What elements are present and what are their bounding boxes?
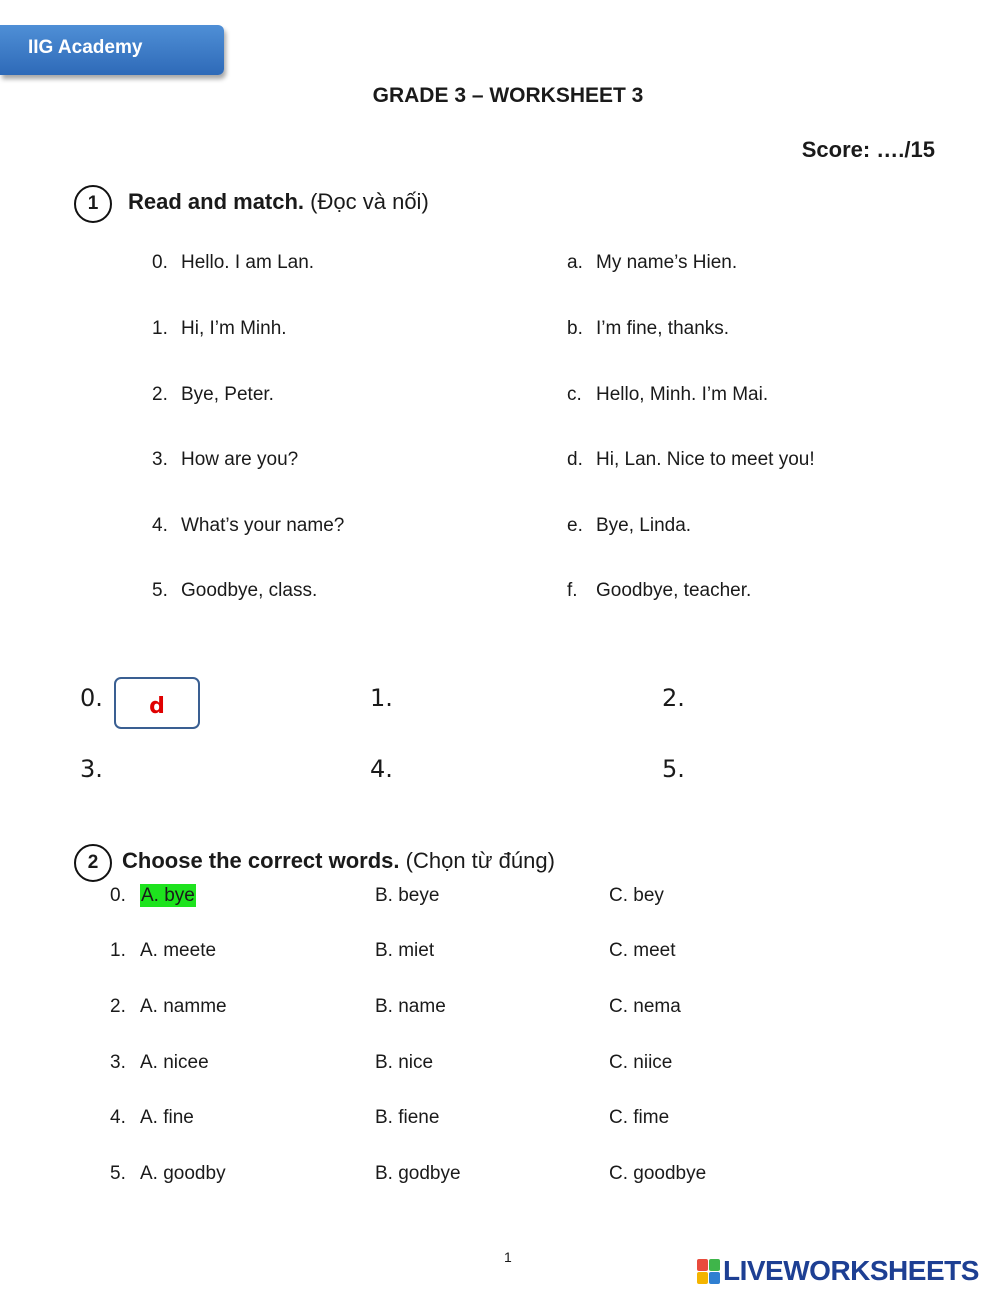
choice-b[interactable]: B. fiene bbox=[375, 1107, 440, 1128]
item-text: Goodbye, class. bbox=[181, 580, 318, 601]
match-left-item bbox=[152, 515, 344, 537]
choice-b[interactable]: B. miet bbox=[375, 940, 435, 961]
item-number: 0. bbox=[152, 252, 168, 273]
match-right-item bbox=[567, 449, 815, 471]
score-label: Score: …./15 bbox=[801, 137, 935, 162]
match-right-item bbox=[567, 252, 737, 274]
choice-a[interactable] bbox=[140, 885, 196, 907]
choice-c[interactable]: C. goodbye bbox=[609, 1163, 707, 1184]
item-number: 5. bbox=[152, 580, 168, 601]
choice-a[interactable]: A. namme bbox=[140, 996, 227, 1017]
item-letter: f. bbox=[567, 580, 578, 601]
choice-a[interactable]: A. goodby bbox=[140, 1163, 226, 1184]
item-text: What’s your name? bbox=[181, 515, 345, 536]
item-letter: e. bbox=[567, 515, 583, 536]
section-1-title: Read and match. bbox=[128, 189, 305, 214]
section-1-number: 1 bbox=[74, 185, 112, 223]
item-text: Goodbye, teacher. bbox=[596, 580, 752, 601]
choice-b[interactable]: B. name bbox=[375, 996, 446, 1017]
choice-c[interactable]: C. nema bbox=[609, 996, 681, 1017]
item-text: Hello, Minh. I’m Mai. bbox=[596, 384, 769, 405]
choice-c[interactable]: C. meet bbox=[609, 940, 676, 961]
match-left-item bbox=[152, 384, 274, 406]
section-2-heading bbox=[122, 848, 555, 874]
item-letter: b. bbox=[567, 318, 583, 339]
match-right-item bbox=[567, 580, 751, 602]
match-right-item bbox=[567, 384, 768, 406]
section-2-subtitle: (Chọn từ đúng) bbox=[405, 848, 555, 873]
selected-answer[interactable]: A. bye bbox=[141, 885, 195, 906]
liveworksheets-logo-icon bbox=[697, 1259, 720, 1284]
question-number: 0. bbox=[110, 885, 126, 906]
section-1-subtitle: (Đọc và nối) bbox=[310, 189, 429, 214]
match-left-item bbox=[152, 580, 317, 602]
answer-label: 4. bbox=[370, 755, 393, 783]
liveworksheets-brand: LIVEWORKSHEETS bbox=[723, 1255, 979, 1286]
item-text: How are you? bbox=[181, 449, 299, 470]
item-number: 1. bbox=[152, 318, 168, 339]
match-right-item bbox=[567, 318, 729, 340]
choice-a[interactable]: A. fine bbox=[140, 1107, 194, 1128]
choice-b[interactable]: B. godbye bbox=[375, 1163, 461, 1184]
liveworksheets-logo[interactable] bbox=[697, 1256, 979, 1286]
section-1-heading bbox=[128, 189, 429, 215]
choice-c[interactable]: C. niice bbox=[609, 1052, 673, 1073]
choice-a[interactable]: A. meete bbox=[140, 940, 217, 961]
item-text: Hello. I am Lan. bbox=[181, 252, 315, 273]
item-number: 2. bbox=[152, 384, 168, 405]
worksheet-title: GRADE 3 – WORKSHEET 3 bbox=[372, 84, 644, 107]
item-letter: a. bbox=[567, 252, 583, 273]
question-number: 2. bbox=[110, 996, 126, 1017]
item-number: 3. bbox=[152, 449, 168, 470]
choice-b[interactable]: B. beye bbox=[375, 885, 440, 906]
match-left-item bbox=[152, 318, 287, 340]
answer-label: 3. bbox=[80, 755, 103, 783]
item-text: Hi, I’m Minh. bbox=[181, 318, 287, 339]
item-letter: c. bbox=[567, 384, 582, 405]
answer-label: 2. bbox=[662, 684, 685, 712]
choice-c[interactable]: C. fime bbox=[609, 1107, 670, 1128]
question-number: 1. bbox=[110, 940, 126, 961]
match-left-item bbox=[152, 252, 314, 274]
answer-box-0[interactable]: d bbox=[114, 677, 200, 729]
item-text: My name’s Hien. bbox=[596, 252, 738, 273]
choice-c[interactable]: C. bey bbox=[609, 885, 664, 906]
question-number: 3. bbox=[110, 1052, 126, 1073]
item-text: I’m fine, thanks. bbox=[596, 318, 730, 339]
section-2-number: 2 bbox=[74, 844, 112, 882]
academy-badge bbox=[0, 25, 224, 75]
choice-a[interactable]: A. nicee bbox=[140, 1052, 209, 1073]
answer-label: 1. bbox=[370, 684, 393, 712]
question-number: 4. bbox=[110, 1107, 126, 1128]
item-text: Bye, Peter. bbox=[181, 384, 274, 405]
item-letter: d. bbox=[567, 449, 583, 470]
match-left-item bbox=[152, 449, 298, 471]
match-right-item bbox=[567, 515, 691, 537]
academy-badge-label: IIG Academy bbox=[28, 37, 143, 58]
answer-label: 0. bbox=[80, 684, 103, 712]
question-number: 5. bbox=[110, 1163, 126, 1184]
section-2-title: Choose the correct words. bbox=[122, 848, 400, 873]
choice-b[interactable]: B. nice bbox=[375, 1052, 434, 1073]
page-number: 1 bbox=[504, 1249, 512, 1265]
item-text: Bye, Linda. bbox=[596, 515, 692, 536]
item-text: Hi, Lan. Nice to meet you! bbox=[596, 449, 815, 470]
answer-label: 5. bbox=[662, 755, 685, 783]
item-number: 4. bbox=[152, 515, 168, 536]
